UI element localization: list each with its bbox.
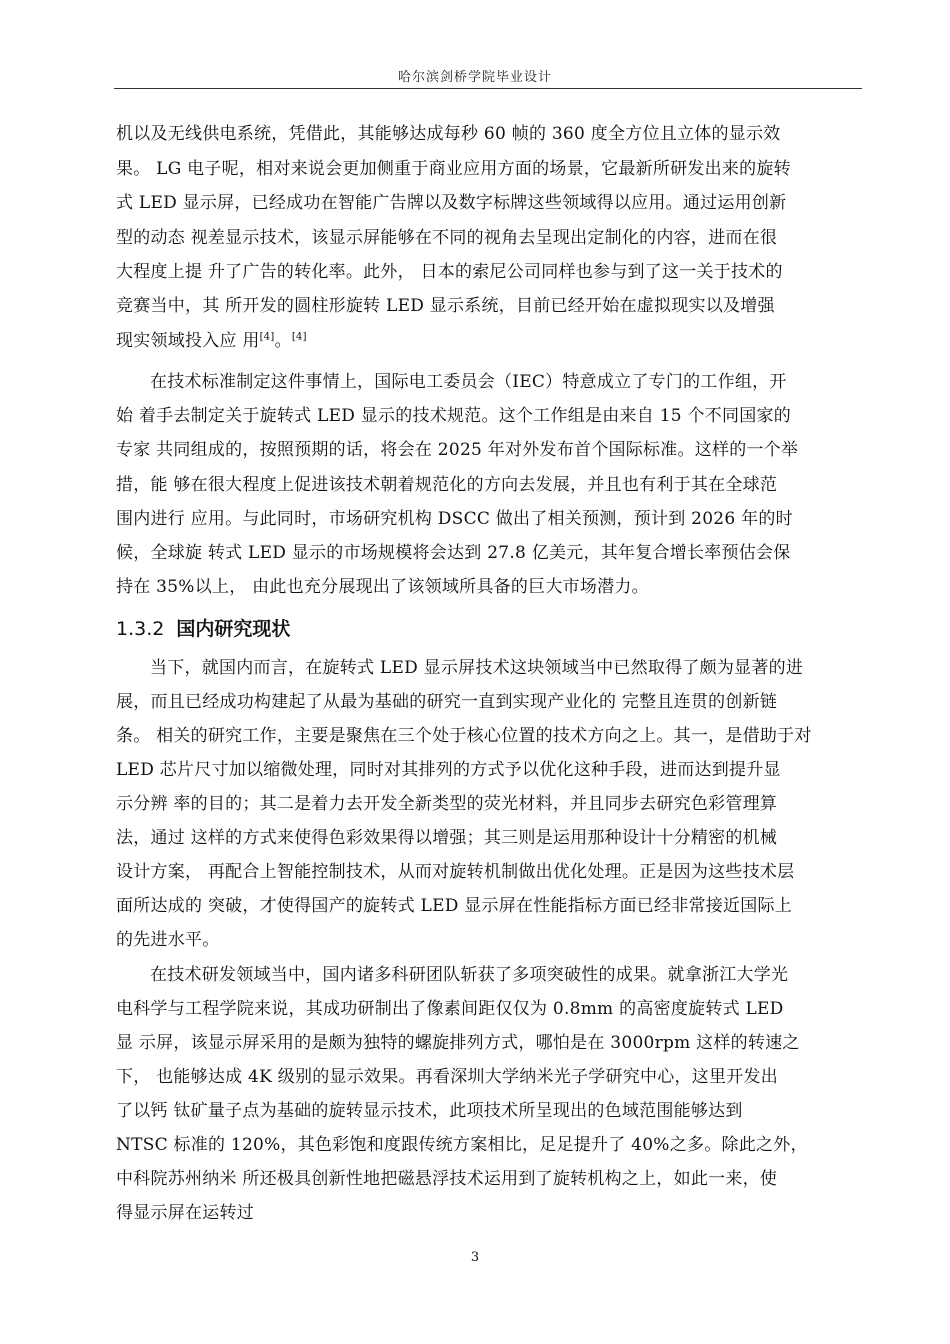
citation-reference: [4] [291, 331, 307, 343]
text-line: 果。 LG 电子呢，相对来说会更加侧重于商业应用方面的场景，它最新所研发出来的旋转 [116, 159, 791, 179]
text-line: 型的动态 视差显示技术，该显示屏能够在不同的视角去呈现出定制化的内容，进而在很 [116, 228, 778, 248]
text-line: 面所达成的 突破，才使得国产的旋转式 LED 显示屏在性能指标方面已经非常接近国际上 [116, 896, 793, 916]
text-line: 始 着手去制定关于旋转式 LED 显示的技术规范。这个工作组是由来自 15 个不同国家的 [116, 406, 791, 426]
page-header-title: 哈尔滨剑桥学院毕业设计 [397, 70, 552, 85]
text-line: 展，而且已经成功构建起了从最为基础的研究一直到实现产业化的 完整且连贯的创新链 [116, 692, 778, 712]
text-line: 法，通过 这样的方式来使得色彩效果得以增强；其三则是运用那种设计十分精密的机械 [116, 828, 778, 848]
text-line: 当下，就国内而言，在旋转式 LED 显示屏技术这块领域当中已然取得了颇为显著的进 [150, 658, 804, 678]
text-line: 专家 共同组成的，按照预期的话，将会在 2025 年对外发布首个国际标准。这样的一个举 [116, 440, 799, 460]
page-number: 3 [470, 1250, 480, 1265]
text-line: 了以钙 钛矿量子点为基础的旋转显示技术，此项技术所呈现出的色域范围能够达到 [116, 1101, 743, 1121]
text-line: 竞赛当中，其 所开发的圆柱形旋转 LED 显示系统，目前已经开始在虚拟现实以及增强 [116, 296, 775, 316]
text-line: 示分辨 率的目的；其二是着力去开发全新类型的荧光材料，并且同步去研究色彩管理算 [116, 794, 778, 814]
section-title: 国内研究现状 [176, 618, 291, 640]
text-line: 得显示屏在运转过 [116, 1203, 254, 1223]
text-line: 显 示屏，该显示屏采用的是颇为独特的螺旋排列方式，哪怕是在 3000rpm 这样的转速之 [116, 1033, 800, 1053]
text-segment: 。 [274, 331, 292, 351]
text-line-with-citation [116, 331, 307, 351]
text-line: 式 LED 显示屏，已经成功在智能广告牌以及数字标牌这些领域得以应用。通过运用创新 [116, 193, 787, 213]
header-divider [114, 88, 862, 89]
text-line: 下， 也能够达成 4K 级别的显示效果。再看深圳大学纳米光子学研究中心，这里开发出 [116, 1067, 778, 1087]
text-line: 条。 相关的研究工作，主要是聚焦在三个处于核心位置的技术方向之上。其一，是借助于对 [116, 726, 812, 746]
text-line: 围内进行 应用。与此同时，市场研究机构 DSCC 做出了相关预测，预计到 2026 年的时 [116, 509, 793, 529]
text-line: LED 芯片尺寸加以缩微处理，同时对其排列的方式予以优化这种手段，进而达到提升显 [116, 760, 781, 780]
text-line: 的先进水平。 [116, 930, 220, 950]
text-line: 机以及无线供电系统，凭借此，其能够达成每秒 60 帧的 360 度全方位且立体的显示效 [116, 124, 781, 144]
text-line: 措，能 够在很大程度上促进该技术朝着规范化的方向去发展，并且也有利于其在全球范 [116, 475, 778, 495]
text-line: 电科学与工程学院来说，其成功研制出了像素间距仅仅为 0.8mm 的高密度旋转式 LED [116, 999, 784, 1019]
text-line: 中科院苏州纳米 所还极具创新性地把磁悬浮技术运用到了旋转机构之上，如此一来，使 [116, 1169, 778, 1189]
text-segment: 现实领域投入应 用 [116, 331, 260, 351]
section-heading [116, 614, 290, 641]
text-line: 设计方案， 再配合上智能控制技术，从而对旋转机制做出优化处理。正是因为这些技术层 [116, 862, 795, 882]
section-number: 1.3.2 [116, 618, 165, 640]
citation-reference: [4] [259, 331, 275, 343]
text-line: 大程度上提 升了广告的转化率。此外， 日本的索尼公司同样也参与到了这一关于技术的 [116, 262, 783, 282]
text-line: NTSC 标准的 120%，其色彩饱和度跟传统方案相比，足足提升了 40%之多。除此之外， [116, 1135, 808, 1155]
text-line: 持在 35%以上， 由此也充分展现出了该领域所具备的巨大市场潜力。 [116, 577, 649, 597]
text-line: 在技术标准制定这件事情上，国际电工委员会（IEC）特意成立了专门的工作组，开 [150, 372, 787, 392]
text-line: 在技术研发领域当中，国内诸多科研团队斩获了多项突破性的成果。就拿浙江大学光 [150, 965, 789, 985]
text-line: 候，全球旋 转式 LED 显示的市场规模将会达到 27.8 亿美元，其年复合增长率预估会保 [116, 543, 791, 563]
